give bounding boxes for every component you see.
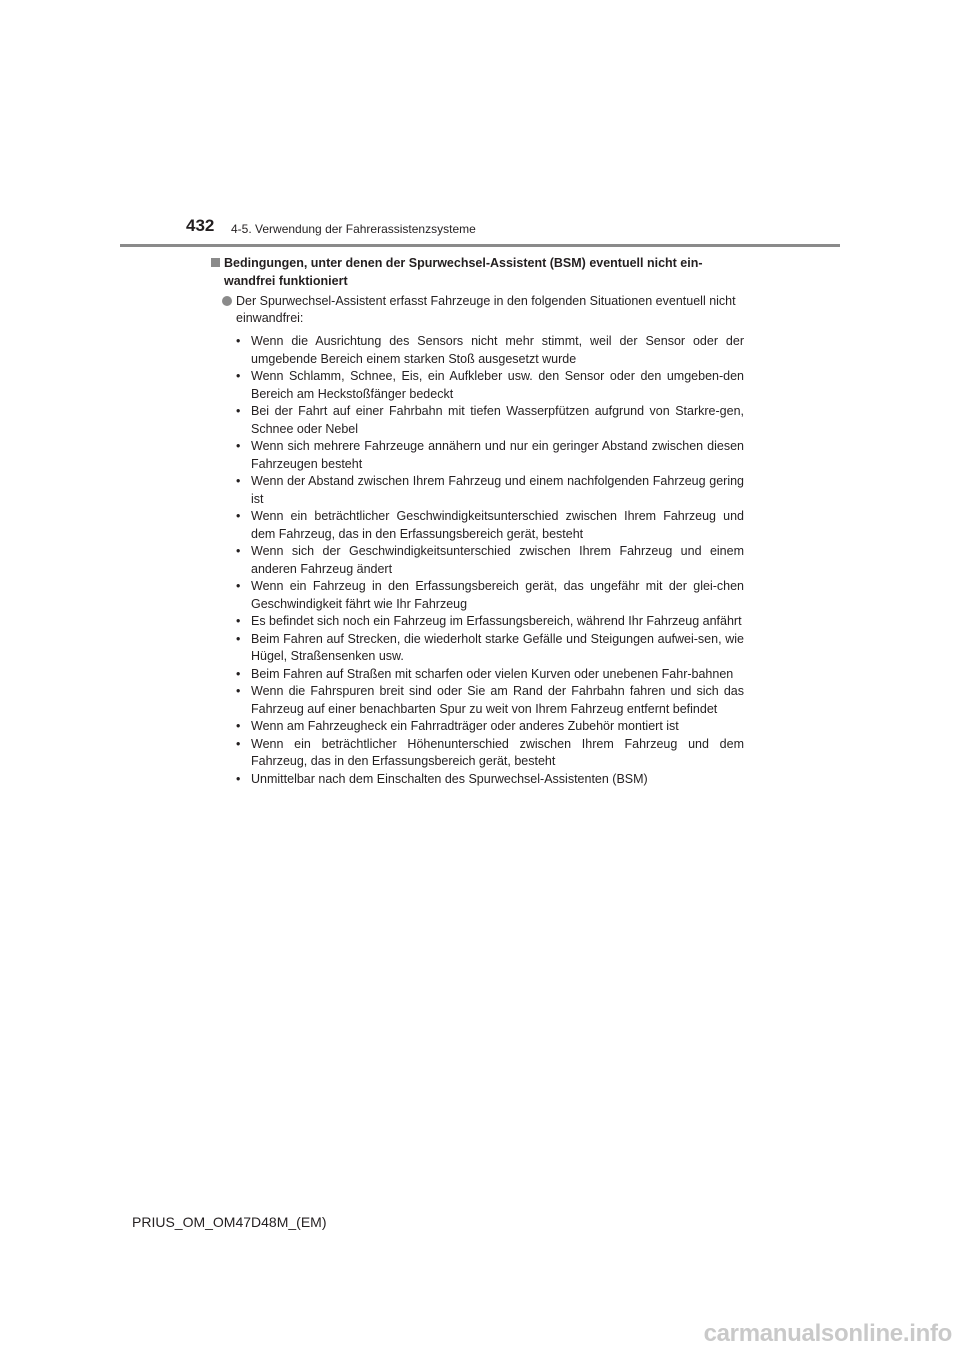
list-item-text: Wenn sich der Geschwindigkeitsunterschied zwischen Ihrem Fahrzeug und einem anderen Fahrzeug ändert	[251, 544, 744, 576]
list-item	[236, 473, 744, 508]
square-bullet-icon	[211, 258, 220, 267]
bullet-dot-icon: •	[236, 666, 241, 681]
bullet-dot-icon: •	[236, 509, 241, 523]
list-item	[236, 403, 744, 438]
list-item	[236, 368, 744, 403]
list-item	[236, 578, 744, 613]
list-item-text: Bei der Fahrt auf einer Fahrbahn mit tiefen Wasserpfützen aufgrund von Starkre-gen, Schnee oder Nebel	[251, 404, 744, 436]
bullet-dot-icon: •	[236, 404, 241, 418]
list-item-text: Wenn am Fahrzeugheck ein Fahrradträger oder anderes Zubehör montiert ist	[251, 719, 679, 733]
list-item	[236, 771, 744, 789]
list-item	[236, 508, 744, 543]
bullet-dot-icon: •	[236, 684, 241, 698]
bullet-dot-icon: •	[236, 334, 241, 348]
intro-paragraph	[222, 293, 748, 327]
page-number: 432	[186, 216, 215, 235]
bullet-dot-icon: •	[236, 579, 241, 593]
list-item-text: Wenn ein beträchtlicher Geschwindigkeitsunterschied zwischen Ihrem Fahrzeug und dem Fahrzeug, das in den Erfassungsbereich gerät, besteht	[251, 509, 744, 541]
list-item	[236, 543, 744, 578]
watermark: carmanualsonline.info	[703, 1320, 952, 1347]
list-item	[236, 631, 744, 666]
list-item-text: Es befindet sich noch ein Fahrzeug im Erfassungsbereich, während Ihr Fahrzeug anfährt	[251, 614, 742, 628]
list-item-text: Wenn Schlamm, Schnee, Eis, ein Aufkleber usw. den Sensor oder den umgeben-den Bereich am Heckstoßfänger bedeckt	[251, 369, 744, 401]
bullet-dot-icon: •	[236, 719, 241, 733]
list-item-text: Beim Fahren auf Strecken, die wiederholt starke Gefälle und Steigungen aufwei-sen, wie Hügel, Straßensenken usw.	[251, 631, 744, 663]
list-item	[236, 333, 744, 368]
list-item	[236, 613, 744, 631]
list-item-text: Wenn ein Fahrzeug in den Erfassungsbereich gerät, das ungefähr mit der glei-chen Geschwindigkeit fährt wie Ihr Fahrzeug	[251, 579, 744, 611]
list-item-text: Wenn die Ausrichtung des Sensors nicht mehr stimmt, weil der Sensor oder der umgebende Bereich einem starken Stoß ausgesetzt wurde	[251, 334, 744, 366]
list-item-text: Wenn der Abstand zwischen Ihrem Fahrzeug und einem nachfolgenden Fahrzeug gering ist	[251, 474, 744, 506]
section-title: 4-5. Verwendung der Fahrerassistenzsysteme	[231, 222, 476, 236]
header-rule	[120, 244, 840, 247]
bullet-dot-icon: •	[236, 614, 241, 628]
bullet-dot-icon: •	[236, 771, 241, 786]
section-heading	[211, 254, 751, 290]
list-item	[236, 666, 744, 684]
bullet-dot-icon: •	[236, 631, 241, 646]
list-item	[236, 736, 744, 771]
list-item-text: Wenn sich mehrere Fahrzeuge annähern und nur ein geringer Abstand zwischen diesen Fahrzeugen besteht	[251, 439, 744, 471]
list-item-text: Unmittelbar nach dem Einschalten des Spurwechsel-Assistenten (BSM)	[251, 771, 648, 786]
list-item	[236, 718, 744, 736]
bullet-dot-icon: •	[236, 736, 241, 751]
circle-bullet-icon	[222, 296, 232, 306]
bullet-dot-icon: •	[236, 474, 241, 488]
list-item-text: Wenn die Fahrspuren breit sind oder Sie am Rand der Fahrbahn fahren und sich das Fahrzeug auf einer benachbarten Spur zu weit von Ihrem Fahrzeug entfernt befindet	[251, 684, 744, 716]
section-heading-text: Bedingungen, unter denen der Spurwechsel-Assistent (BSM) eventuell nicht ein-wandfrei funktioniert	[224, 256, 703, 288]
bullet-dot-icon: •	[236, 369, 241, 383]
list-item	[236, 683, 744, 718]
list-item	[236, 438, 744, 473]
footer-doc-code: PRIUS_OM_OM47D48M_(EM)	[132, 1214, 327, 1230]
bullet-dot-icon: •	[236, 439, 241, 453]
intro-text: Der Spurwechsel-Assistent erfasst Fahrzeuge in den folgenden Situationen eventuell nicht einwandfrei:	[236, 294, 736, 325]
list-item-text: Beim Fahren auf Straßen mit scharfen oder vielen Kurven oder unebenen Fahr-bahnen	[251, 666, 734, 681]
list-item-text: Wenn ein beträchtlicher Höhenunterschied zwischen Ihrem Fahrzeug und dem Fahrzeug, das in den Erfassungsbereich gerät, besteht	[251, 736, 744, 768]
condition-list	[236, 333, 744, 788]
bullet-dot-icon: •	[236, 544, 241, 558]
